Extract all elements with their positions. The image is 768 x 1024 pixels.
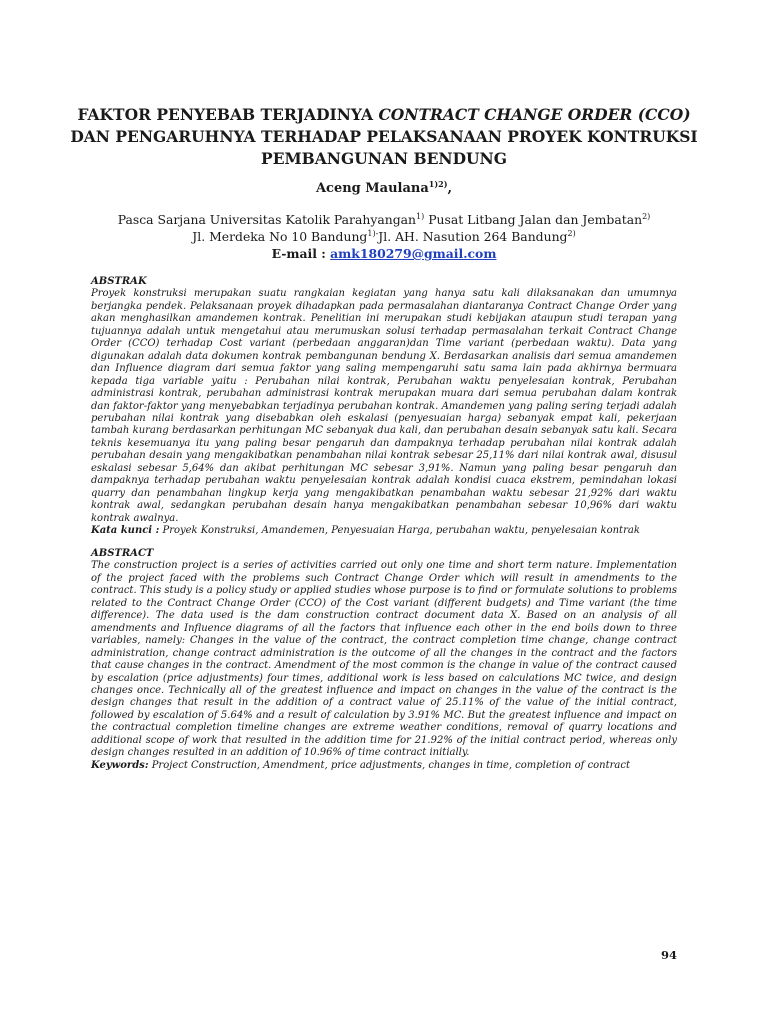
abstract-keywords-text: Project Construction, Amendment, price adjustments, changes in time, completion of contract xyxy=(148,759,631,771)
abstrak-body: Proyek konstruksi merupakan suatu rangkaian kegiatan yang hanya satu kali dilaksanakan dan umumnya berjangka pendek. Pelaksanaan proyek dihadapkan pada permasalahan diantaranya Contract Change Order yang akan menghasilkan amandemen kontrak. Penelitian ini merupakan studi kebijakan ataupun studi terapan yang tujuannya adalah untuk mengetahui atau merumuskan solusi terhadap permasalahan terkait Contract Change Order (CCO) terhadap Cost variant (perbedaan anggaran)dan Time variant (perbedaan waktu). Data yang digunakan adalah data dokumen kontrak pembangunan bendung X. Berdasarkan analisis dari semua amandemen dan Influence diagram dari semua faktor yang saling mempengaruhi satu sama lain pada akhirnya bermuara kepada tiga variable yaitu : Perubahan nilai kontrak, Perubahan waktu penyelesaian kontrak, Perubahan administrasi kontrak, perubahan administrasi kontrak merupakan muara dari semua perubahan dalam kontrak dan faktor-faktor yang menyebabkan terjadinya perubahan kontrak. Amandemen yang paling sering terjadi adalah perubahan nilai kontrak yang disebabkan oleh eskalasi (penyesuaian harga) sebanyak empat kali, pekerjaan tambah kurang berdasarkan perhitungan MC sebanyak dua kali, dan perubahan desain sebanyak satu kali. Secara teknis kesemuanya itu yang paling besar pengaruh dan dampaknya terhadap perubahan nilai kontrak adalah perubahan desain yang mengakibatkan penambahan nilai kontrak sebesar 25,11% dari nilai kontrak awal, disusul eskalasi sebesar 5,64% dan akibat perhitungan MC sebesar 3,91%. Namun yang paling besar pengaruh dan dampaknya terhadap perubahan waktu penyelesaian kontrak adalah kondisi cuaca ekstrem, pemindahan lokasi quarry dan penambahan lingkup kerja yang mengakibatkan penambahan waktu sebesar 21,92% dari waktu kontrak awal, sedangkan perubahan desain hanya mengakibatkan penambahan sebesar 10,96% dari waktu kontrak awalnya. xyxy=(91,288,677,524)
author-affiliation-marks: 1)2) xyxy=(428,179,448,189)
affiliations xyxy=(40,211,728,262)
abstrak-heading: ABSTRAK xyxy=(91,276,147,287)
title-italic-cco: CONTRACT CHANGE ORDER (CCO) xyxy=(378,105,691,124)
abstrak-section xyxy=(91,276,677,538)
abstract-section xyxy=(91,548,677,772)
affiliation-line-2: Jl. Merdeka No 10 Bandung$^{1)-}$Jl. AH. Nasution 264 Bandung$^{2)}$ xyxy=(192,229,576,244)
author-name: Aceng Maulana xyxy=(315,181,429,196)
abstract-keywords xyxy=(91,760,677,772)
abstract-keywords-label: Keywords: xyxy=(91,759,149,771)
abstrak-keywords-label: Kata kunci : xyxy=(91,525,160,537)
paper-title xyxy=(60,104,708,170)
abstract-heading: ABSTRACT xyxy=(91,548,154,559)
title-line-3: PEMBANGUNAN BENDUNG xyxy=(261,149,507,168)
abstract-body: The construction project is a series of activities carried out only one time and short term nature. Implementation of the project faced with the problems such Contract Change Order which will result in amendments to the contract. This study is a policy study or applied studies whose purpose is to find or formulate solutions to problems related to the Contract Change Order (CCO) of the Cost variant (different budgets) and Time variant (the time difference). The data used is the dam construction contract document data X. Based on an analysis of all amendments and Influence diagrams of all the factors that influence each other in the end boils down to three variables, namely: Changes in the value of the contract, the contract completion time change, change contract administration, change contract administration is the outcome of all the changes in the contract and the factors that cause changes in the contract. Amendment of the most common is the change in value of the contract caused by escalation (price adjustments) four times, additional work is less based on calculations MC twice, and design changes once. Technically all of the greatest influence and impact on changes in the value of the contract is the design changes that result in the addition of a contract value of 25.11% of the value of the initial contract, followed by escalation of 5.64% and a result of calculation by 3.91% MC. But the greatest influence and impact on the contractual completion timeline changes are extreme weather conditions, removal of quarry locations and additional scope of work that resulted in the addition time for 21.92% of the initial contract period, whereas only design changes resulted in an addition of 10.96% of time contract initially. xyxy=(91,560,677,759)
author-line: Aceng Maulana$^{1)2)}$, xyxy=(315,179,453,196)
affiliation-line-1: Pasca Sarjana Universitas Katolik Parahyangan$^{1)}$ Pusat Litbang Jalan dan Jembatan$^{2)}$ xyxy=(117,212,651,227)
title-line-1: FAKTOR PENYEBAB TERJADINYA CONTRACT CHANGE ORDER (CCO) xyxy=(77,105,691,124)
abstrak-keywords-text: Proyek Konstruksi, Amandemen, Penyesuaian Harga, perubahan waktu, penyelesaian kontrak xyxy=(159,525,640,537)
title-line-2: DAN PENGARUHNYA TERHADAP PELAKSANAAN PROYEK KONTRUKSI xyxy=(70,127,698,146)
email-link[interactable]: amk180279@gmail.com xyxy=(330,246,497,261)
email-label: E-mail : xyxy=(271,246,331,261)
email-line xyxy=(40,245,728,262)
page-number: 94 xyxy=(660,948,677,962)
abstrak-keywords xyxy=(91,525,677,537)
